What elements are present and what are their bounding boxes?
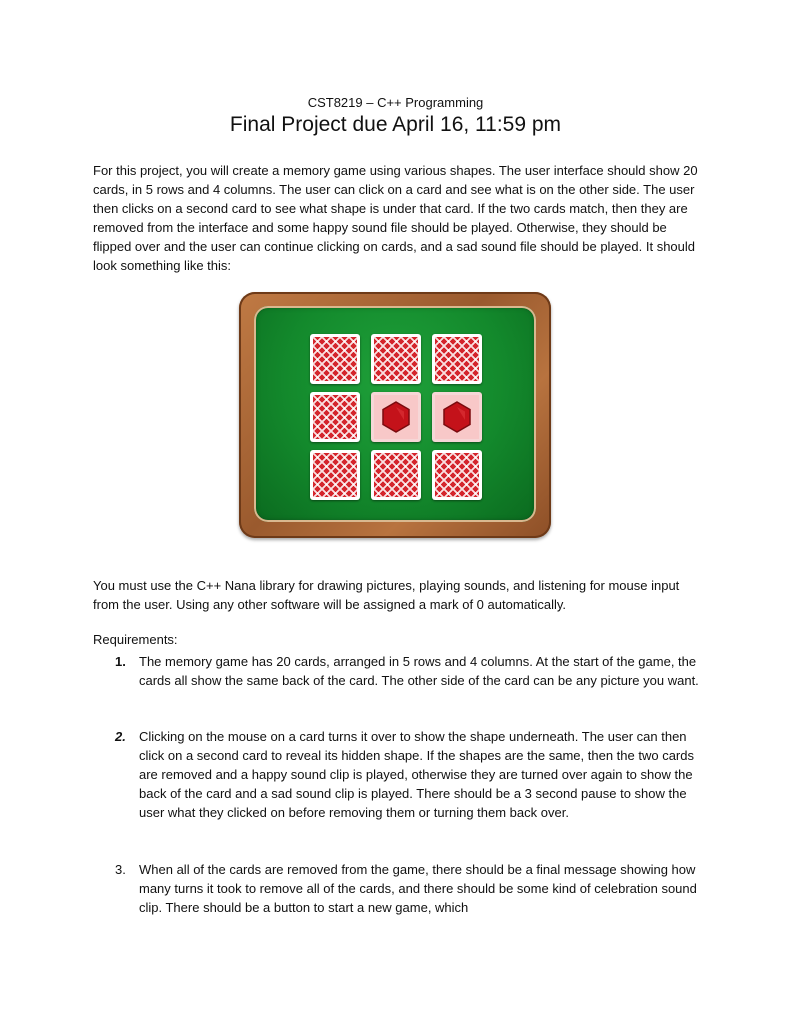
requirements-heading: Requirements: (93, 632, 178, 647)
requirement-number: 2. (115, 729, 126, 744)
course-name: CST8219 – C++ Programming (307, 95, 484, 110)
requirement-item (115, 727, 705, 822)
requirement-text: The memory game has 20 cards, arranged in 5 rows and 4 columns. At the start of the game, the cards all show the same back of the card. The other side of the card can be any picture you want. (139, 654, 699, 688)
card-back (310, 392, 360, 442)
page-title: Final Project due April 16, 11:59 pm (229, 113, 562, 136)
card-back (371, 450, 421, 500)
card-back (371, 334, 421, 384)
requirement-item (115, 860, 705, 917)
card-back (432, 450, 482, 500)
card-back (310, 450, 360, 500)
hexagon-icon (439, 399, 475, 435)
requirement-number: 3. (115, 862, 126, 877)
requirement-text: When all of the cards are removed from the game, there should be a final message showing how many turns it took to remove all of the cards, and there should be some kind of celebration sound clip. There should be a button to start a new game, which (139, 862, 697, 915)
game-table-felt (254, 306, 536, 522)
card-face-hexagon (432, 392, 482, 442)
intro-paragraph: For this project, you will create a memory game using various shapes. The user interface should show 20 cards, in 5 rows and 4 columns. The user can click on a card and see what is on the other side. The user then clicks on a second card to see what shape is under that card. If the two cards match, then they are removed from the interface and some happy sound file should be played. Otherwise, they should be flipped over and the user can continue clicking on cards, and a sad sound file should be played. It should look something like this: (93, 163, 698, 273)
requirement-number: 1. (115, 654, 126, 669)
hexagon-icon (378, 399, 414, 435)
card-back (310, 334, 360, 384)
nana-library-paragraph: You must use the C++ Nana library for drawing pictures, playing sounds, and listening for mouse input from the user. Using any other software will be assigned a mark of 0 automatically. (93, 578, 680, 612)
card-face-hexagon (371, 392, 421, 442)
requirement-text: Clicking on the mouse on a card turns it over to show the shape underneath. The user can then click on a second card to reveal its hidden shape. If the shapes are the same, then the two cards are removed and a happy sound clip is played, otherwise they are turned over again to show the back of the card and a sad sound clip is played. There should be a 3 second pause to show the user what they clicked on before removing them or turning them back over. (139, 729, 694, 820)
card-back (432, 334, 482, 384)
requirement-item (115, 652, 705, 690)
memory-game-illustration (239, 292, 551, 538)
